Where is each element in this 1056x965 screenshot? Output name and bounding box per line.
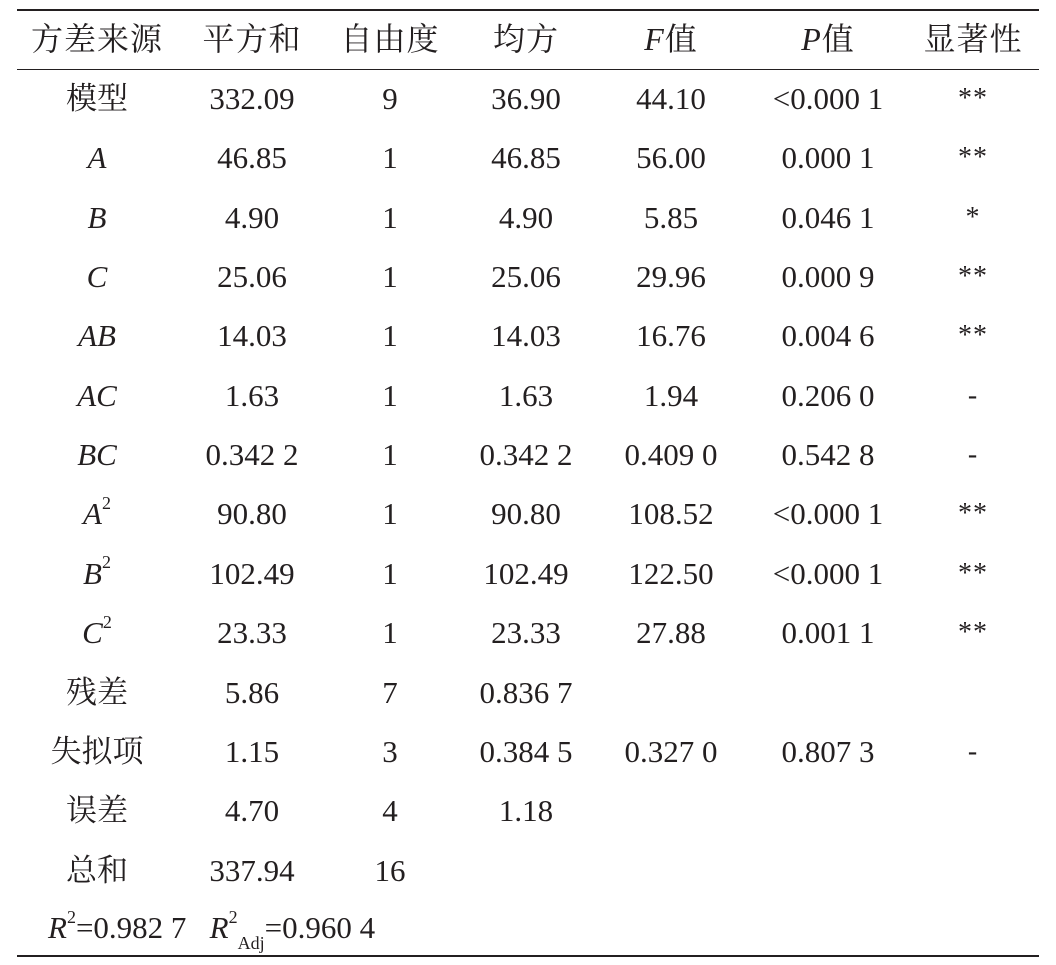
cell-source bbox=[17, 603, 177, 662]
cell-p-value: <0.000 1 bbox=[772, 81, 884, 116]
header-p-suffix: 值 bbox=[821, 21, 855, 57]
cell-source-text: AC bbox=[77, 377, 117, 413]
cell-source bbox=[17, 544, 177, 603]
cell-source-text: A bbox=[83, 496, 102, 532]
table-row bbox=[0, 544, 1056, 603]
cell-source-text: 失拟项 bbox=[50, 733, 144, 769]
cell-source bbox=[17, 425, 177, 484]
cell-f-value: 5.85 bbox=[643, 199, 699, 235]
cell-p-value: <0.000 1 bbox=[772, 496, 884, 532]
cell-sum-of-squares: 90.80 bbox=[217, 496, 287, 532]
cell-source bbox=[17, 722, 177, 781]
r2adj-superscript: 2 bbox=[228, 906, 238, 927]
cell-p-value: 0.206 0 bbox=[781, 377, 875, 413]
table-row bbox=[0, 247, 1056, 306]
cell-sum-of-squares: 14.03 bbox=[217, 318, 287, 354]
cell-source-text: AB bbox=[78, 318, 116, 354]
cell-f-value: 0.409 0 bbox=[624, 437, 718, 473]
cell-sum-of-squares: 25.06 bbox=[217, 259, 287, 295]
table-row bbox=[0, 781, 1056, 840]
cell-source-text: 残差 bbox=[66, 674, 128, 710]
cell-source bbox=[17, 69, 177, 128]
cell-source-text: BC bbox=[77, 437, 117, 473]
r2adj-letter: R bbox=[209, 910, 229, 945]
cell-significance: - bbox=[967, 735, 979, 767]
cell-p-value: 0.046 1 bbox=[781, 199, 875, 235]
cell-significance bbox=[913, 841, 1033, 900]
cell-source bbox=[17, 128, 177, 187]
cell-p-value bbox=[743, 781, 913, 840]
cell-p-value: 0.000 1 bbox=[781, 140, 875, 176]
cell-mean-square: 0.836 7 bbox=[479, 674, 573, 710]
cell-degrees-of-freedom: 1 bbox=[382, 259, 398, 295]
cell-source-text: B bbox=[87, 199, 107, 235]
cell-degrees-of-freedom: 7 bbox=[382, 674, 398, 710]
table-row bbox=[0, 663, 1056, 722]
header-degrees-of-freedom: 自由度 bbox=[340, 21, 440, 57]
cell-significance bbox=[913, 781, 1033, 840]
header-f-value bbox=[599, 10, 743, 69]
cell-source bbox=[17, 841, 177, 900]
cell-sum-of-squares: 1.63 bbox=[224, 377, 280, 413]
cell-f-value bbox=[599, 663, 743, 722]
cell-significance: ** bbox=[958, 498, 988, 530]
cell-sum-of-squares: 337.94 bbox=[209, 852, 295, 888]
cell-f-value: 16.76 bbox=[636, 318, 706, 354]
header-significance: 显著性 bbox=[923, 21, 1023, 57]
cell-f-value: 27.88 bbox=[636, 615, 706, 651]
cell-source bbox=[17, 366, 177, 425]
cell-sum-of-squares: 5.86 bbox=[224, 674, 280, 710]
cell-significance: ** bbox=[958, 557, 988, 589]
cell-source bbox=[17, 306, 177, 365]
cell-significance: * bbox=[965, 201, 981, 233]
cell-significance: - bbox=[967, 379, 979, 411]
cell-source bbox=[17, 663, 177, 722]
cell-sum-of-squares: 23.33 bbox=[217, 615, 287, 651]
cell-f-value: 122.50 bbox=[628, 555, 714, 591]
table-row bbox=[0, 188, 1056, 247]
table-row bbox=[0, 603, 1056, 662]
cell-source bbox=[17, 247, 177, 306]
table-header-row bbox=[0, 10, 1056, 69]
cell-sum-of-squares: 332.09 bbox=[209, 81, 295, 116]
header-p-value bbox=[743, 10, 913, 69]
table-row bbox=[0, 69, 1056, 128]
cell-source bbox=[17, 781, 177, 840]
cell-mean-square: 1.63 bbox=[498, 377, 554, 413]
cell-source-superscript: 2 bbox=[101, 552, 111, 573]
cell-mean-square: 90.80 bbox=[491, 496, 561, 532]
cell-degrees-of-freedom: 16 bbox=[374, 852, 406, 888]
cell-source bbox=[17, 188, 177, 247]
r2adj-value: =0.960 4 bbox=[264, 910, 376, 945]
cell-mean-square: 46.85 bbox=[491, 140, 561, 176]
cell-degrees-of-freedom: 9 bbox=[382, 81, 398, 116]
table-row bbox=[0, 484, 1056, 543]
table-row bbox=[0, 841, 1056, 900]
cell-p-value: 0.004 6 bbox=[781, 318, 875, 354]
cell-source bbox=[17, 484, 177, 543]
cell-mean-square: 0.384 5 bbox=[479, 733, 573, 769]
cell-f-value: 44.10 bbox=[636, 81, 706, 116]
cell-source-text: A bbox=[87, 140, 107, 176]
header-mean-square: 均方 bbox=[492, 21, 559, 57]
cell-mean-square: 4.90 bbox=[498, 199, 554, 235]
cell-f-value: 108.52 bbox=[628, 496, 714, 532]
cell-degrees-of-freedom: 1 bbox=[382, 199, 398, 235]
header-source: 方差来源 bbox=[30, 21, 163, 57]
table-bottom-rule bbox=[17, 955, 1039, 957]
cell-source-text: C bbox=[82, 615, 103, 651]
cell-p-value: <0.000 1 bbox=[772, 555, 884, 591]
cell-p-value: 0.807 3 bbox=[781, 733, 875, 769]
cell-p-value bbox=[743, 663, 913, 722]
cell-significance: ** bbox=[958, 142, 988, 174]
cell-significance: ** bbox=[958, 617, 988, 649]
cell-p-value bbox=[743, 841, 913, 900]
r2-letter: R bbox=[48, 910, 67, 945]
header-p-letter: P bbox=[801, 21, 822, 57]
table-row bbox=[0, 128, 1056, 187]
cell-significance: ** bbox=[958, 83, 988, 114]
cell-significance: ** bbox=[958, 320, 988, 352]
table-row bbox=[0, 425, 1056, 484]
cell-f-value bbox=[599, 781, 743, 840]
cell-source-text: 模型 bbox=[66, 81, 128, 116]
header-f-suffix: 值 bbox=[664, 21, 698, 57]
cell-degrees-of-freedom: 4 bbox=[382, 793, 398, 829]
header-f-letter: F bbox=[644, 21, 665, 57]
r2-superscript: 2 bbox=[66, 906, 76, 927]
cell-sum-of-squares: 102.49 bbox=[209, 555, 295, 591]
cell-f-value: 56.00 bbox=[636, 140, 706, 176]
cell-significance bbox=[913, 663, 1033, 722]
cell-source-superscript: 2 bbox=[101, 493, 111, 514]
cell-p-value: 0.001 1 bbox=[781, 615, 875, 651]
cell-degrees-of-freedom: 1 bbox=[382, 377, 398, 413]
cell-significance: ** bbox=[958, 261, 988, 293]
cell-mean-square: 102.49 bbox=[483, 555, 569, 591]
cell-source-text: B bbox=[83, 555, 102, 591]
cell-f-value bbox=[599, 841, 743, 900]
table-footer-r2 bbox=[48, 898, 375, 957]
cell-f-value: 0.327 0 bbox=[624, 733, 718, 769]
cell-mean-square: 0.342 2 bbox=[479, 437, 573, 473]
cell-degrees-of-freedom: 3 bbox=[382, 733, 398, 769]
cell-f-value: 29.96 bbox=[636, 259, 706, 295]
cell-source-text: 误差 bbox=[66, 793, 128, 829]
cell-mean-square: 1.18 bbox=[498, 793, 554, 829]
cell-sum-of-squares: 4.90 bbox=[224, 199, 280, 235]
cell-f-value: 1.94 bbox=[643, 377, 699, 413]
cell-mean-square bbox=[453, 841, 599, 900]
r2-value: =0.982 7 bbox=[75, 910, 187, 945]
r2adj-subscript: Adj bbox=[237, 933, 265, 954]
cell-sum-of-squares: 46.85 bbox=[217, 140, 287, 176]
table-row bbox=[0, 306, 1056, 365]
cell-source-superscript: 2 bbox=[102, 611, 112, 632]
cell-degrees-of-freedom: 1 bbox=[382, 140, 398, 176]
cell-sum-of-squares: 1.15 bbox=[224, 733, 280, 769]
cell-degrees-of-freedom: 1 bbox=[382, 555, 398, 591]
cell-mean-square: 14.03 bbox=[491, 318, 561, 354]
cell-p-value: 0.000 9 bbox=[781, 259, 875, 295]
table-row bbox=[0, 722, 1056, 781]
cell-mean-square: 36.90 bbox=[491, 81, 561, 116]
cell-degrees-of-freedom: 1 bbox=[382, 437, 398, 473]
cell-degrees-of-freedom: 1 bbox=[382, 615, 398, 651]
cell-degrees-of-freedom: 1 bbox=[382, 318, 398, 354]
cell-sum-of-squares: 0.342 2 bbox=[205, 437, 299, 473]
cell-degrees-of-freedom: 1 bbox=[382, 496, 398, 532]
cell-source-text: 总和 bbox=[66, 852, 128, 888]
cell-sum-of-squares: 4.70 bbox=[224, 793, 280, 829]
cell-source-text: C bbox=[86, 259, 108, 295]
cell-significance: - bbox=[967, 439, 979, 471]
cell-mean-square: 25.06 bbox=[491, 259, 561, 295]
cell-p-value: 0.542 8 bbox=[781, 437, 875, 473]
table-row bbox=[0, 366, 1056, 425]
header-sum-of-squares: 平方和 bbox=[202, 21, 302, 57]
cell-mean-square: 23.33 bbox=[491, 615, 561, 651]
